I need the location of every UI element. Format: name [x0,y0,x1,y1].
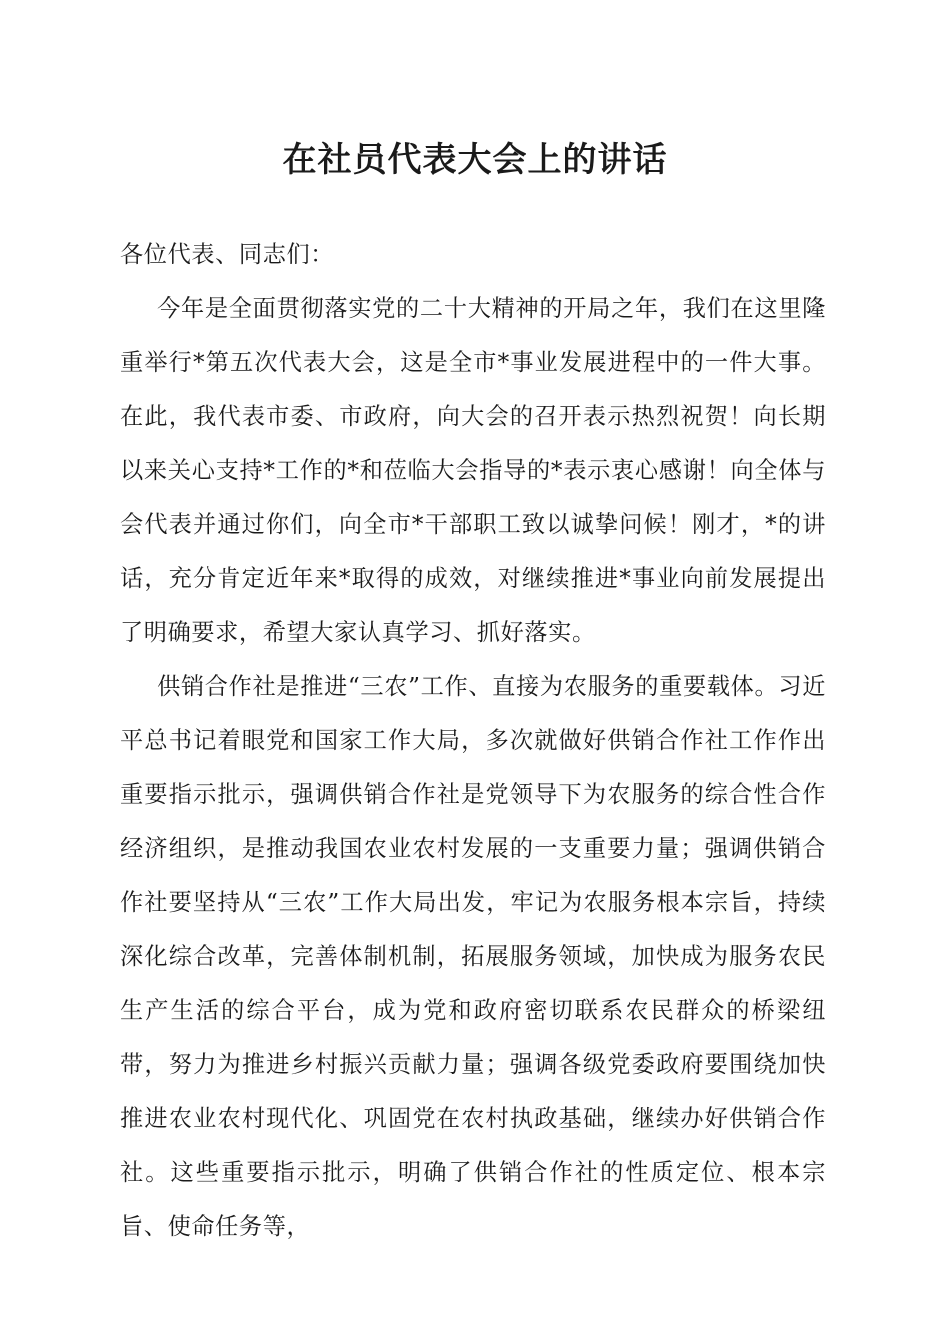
document-title: 在社员代表大会上的讲话 [282,140,668,180]
paragraph-2: 供销合作社是推进“三农”工作、直接为农服务的重要载体。习近平总书记着眼党和国家工作大局，多次就做好供销合作社工作作出重要指示批示，强调供销合作社是党领导下为农服务的综合性合作经济组织，是推动我国农业农村发展的一支重要力量；强调供销合作社要坚持从“三农”工作大局出发，牢记为农服务根本宗旨，持续深化综合改革，完善体制机制，拓展服务领域，加快成为服务农民生产生活的综合平台，成为党和政府密切联系农民群众的桥梁纽带，努力为推进乡村振兴贡献力量；强调各级党委政府要围绕加快推进农业农村现代化、巩固党在农村执政基础，继续办好供销合作社。这些重要指示批示，明确了供销合作社的性质定位、根本宗旨、使命任务等， [120,673,826,1240]
greeting-line: 各位代表、同志们： [120,241,335,268]
paragraph-1: 今年是全面贯彻落实党的二十大精神的开局之年，我们在这里隆重举行*第五次代表大会，这是全市*事业发展进程中的一件大事。在此，我代表市委、市政府，向大会的召开表示热烈祝贺！向长期以来关心支持*工作的*和莅临大会指导的*表示衷心感谢！向全体与会代表并通过你们，向全市*干部职工致以诚挚问候！刚才，*的讲话，充分肯定近年来*取得的成效，对继续推进*事业向前发展提出了明确要求，希望大家认真学习、抓好落实。 [120,295,826,646]
document-body [120,228,826,1254]
